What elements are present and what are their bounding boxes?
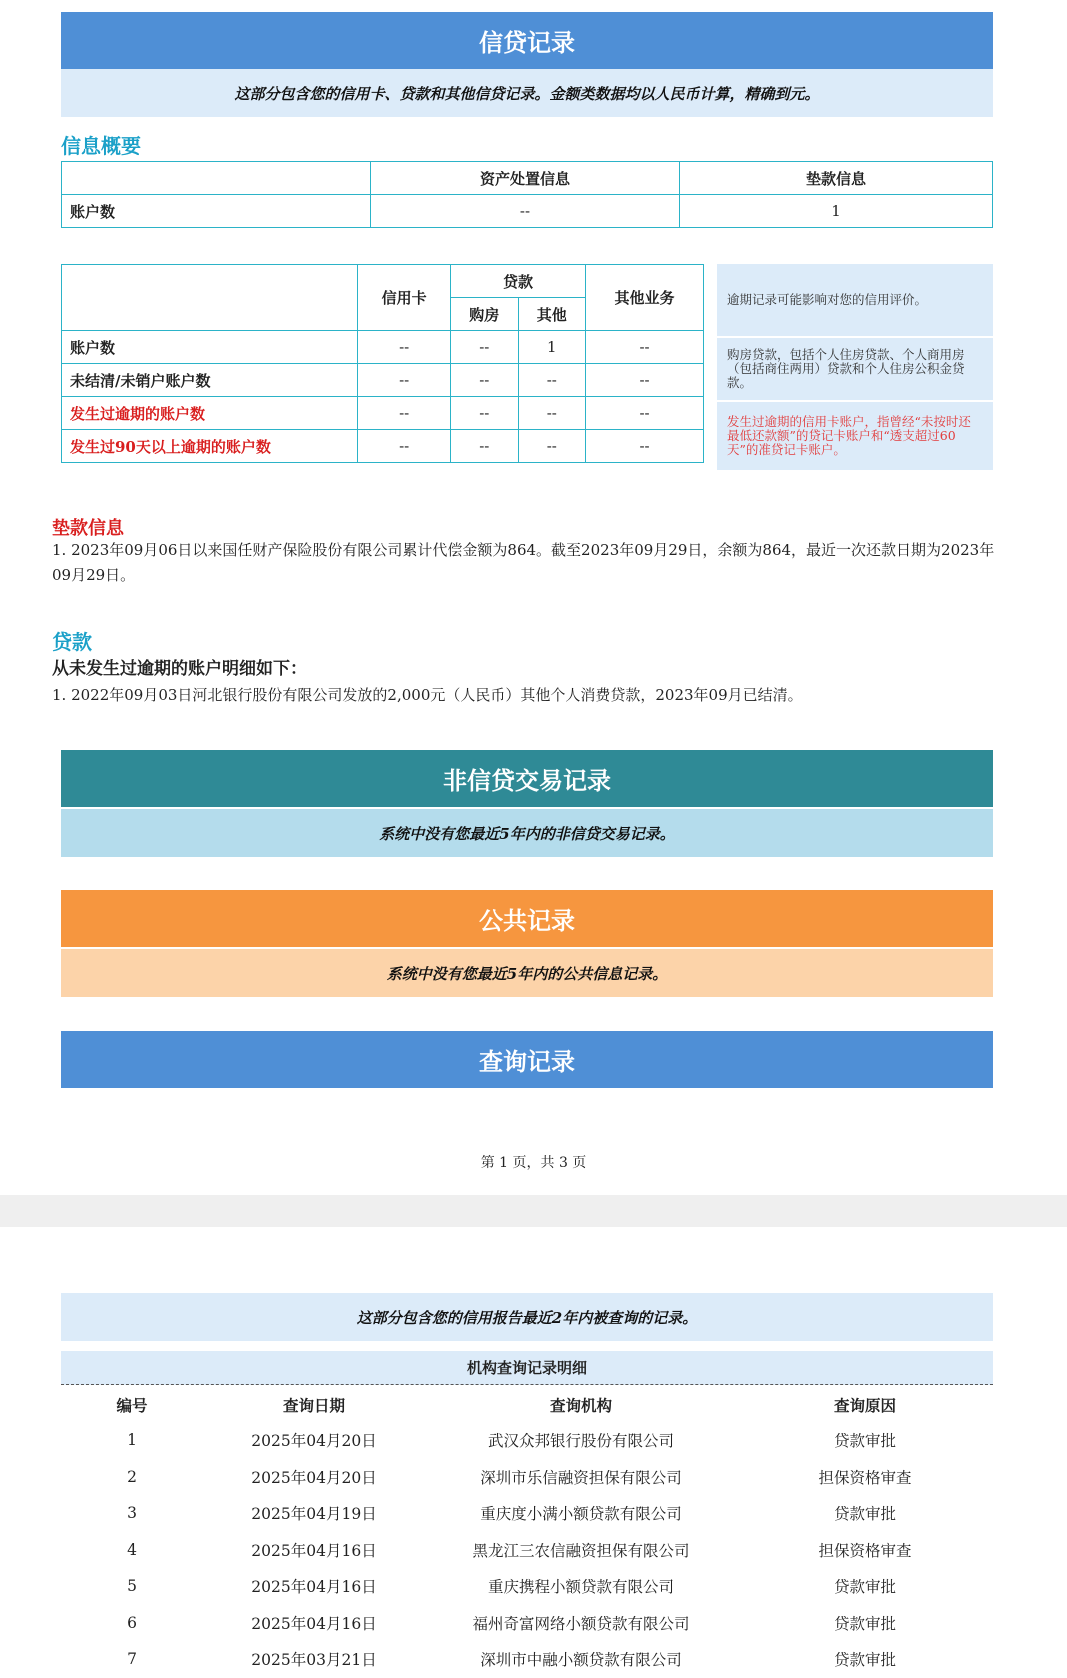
query-table-title: 机构查询记录明细 (61, 1351, 993, 1385)
table-row (61, 1532, 993, 1569)
query-org: 黑龙江三农信融资担保有限公司 (472, 1541, 690, 1560)
loan-title: 贷款 (52, 630, 92, 654)
noncredit-description: 系统中没有您最近5年内的非信贷交易记录。 (61, 809, 993, 857)
query-reason: 贷款审批 (833, 1651, 896, 1670)
query-reason: 贷款审批 (833, 1505, 896, 1524)
loan-subtitle: 从未发生过逾期的账户明细如下： (52, 659, 307, 679)
row-label: 账户数 (62, 331, 358, 364)
asset-disposal-header: 资产处置信息 (371, 162, 680, 195)
query-no: 2 (127, 1467, 137, 1486)
table-row (62, 331, 704, 364)
loan-header: 贷款 (451, 265, 586, 298)
credit-record-description: 这部分包含您的信用卡、贷款和其他信贷记录。金额类数据均以人民币计算，精确到元。 (61, 69, 993, 117)
empty-header-cell (62, 162, 371, 195)
query-reason: 贷款审批 (833, 1578, 896, 1597)
col-date-header: 查询日期 (282, 1396, 345, 1415)
table-row (61, 1422, 993, 1459)
query-date: 2025年03月21日 (251, 1651, 377, 1670)
overview-table-1 (61, 161, 993, 228)
query-date: 2025年04月16日 (251, 1578, 377, 1597)
cell-value: -- (358, 397, 451, 430)
overdue-note: 逾期记录可能影响对您的信用评价。 (717, 264, 993, 336)
cell-value: -- (358, 364, 451, 397)
query-reason: 贷款审批 (833, 1432, 896, 1451)
query-no: 5 (127, 1577, 137, 1596)
query-no: 3 (127, 1504, 137, 1523)
cell-value: -- (518, 364, 586, 397)
query-org: 福州奇富网络小额贷款有限公司 (472, 1614, 690, 1633)
query-no: 4 (127, 1540, 137, 1559)
overview-title: 信息概要 (61, 134, 141, 158)
overview-table-2 (61, 264, 704, 463)
query-org: 重庆携程小额贷款有限公司 (487, 1578, 674, 1597)
cell-value: -- (586, 331, 704, 364)
advance-header: 垫款信息 (680, 162, 993, 195)
cell-value: -- (451, 430, 519, 463)
cell-value: -- (586, 364, 704, 397)
other-business-header: 其他业务 (586, 265, 704, 331)
advance-item: 1. 2023年09月06日以来国任财产保险股份有限公司累计代偿金额为864。截至2023年09月29日，余额为864，最近一次还款日期为2023年09月29日。 (52, 541, 995, 584)
cell-value: -- (358, 430, 451, 463)
col-no-header: 编号 (116, 1396, 148, 1415)
query-org: 深圳市中融小额贷款有限公司 (480, 1651, 682, 1670)
cell-value: -- (518, 430, 586, 463)
col-org-header: 查询机构 (549, 1396, 612, 1415)
table-row (61, 1641, 993, 1678)
query-date: 2025年04月19日 (251, 1505, 377, 1524)
cell-value: -- (451, 397, 519, 430)
query-org: 重庆度小满小额贷款有限公司 (480, 1505, 682, 1524)
cell-value: -- (586, 397, 704, 430)
query-org: 深圳市乐信融资担保有限公司 (480, 1468, 682, 1487)
loan-house-header: 购房 (451, 298, 519, 331)
query-date: 2025年04月20日 (251, 1468, 377, 1487)
advance-title: 垫款信息 (52, 518, 124, 539)
cell-value: -- (358, 331, 451, 364)
query-table (61, 1388, 993, 1678)
cell-value: 1 (518, 331, 586, 364)
query-record-header: 查询记录 (61, 1031, 993, 1088)
table-row (62, 430, 704, 463)
query-description: 这部分包含您的信用报告最近2年内被查询的记录。 (61, 1293, 993, 1341)
overdue-card-note: 发生过逾期的信用卡账户，指曾经“未按时还最低还款额”的贷记卡账户和“透支超过60天”的准贷记卡账户。 (717, 402, 993, 470)
credit-record-header: 信贷记录 (61, 12, 993, 69)
query-no: 6 (127, 1613, 137, 1632)
page-separator (0, 1195, 1067, 1227)
cell-value: -- (451, 331, 519, 364)
table-row (61, 1568, 993, 1605)
empty-header-cell (62, 265, 358, 331)
query-reason: 担保资格审查 (818, 1468, 912, 1487)
cell-value: -- (586, 430, 704, 463)
house-loan-note: 购房贷款，包括个人住房贷款、个人商用房（包括商住两用）贷款和个人住房公积金贷款。 (717, 338, 993, 400)
table-row (61, 1605, 993, 1642)
credit-card-header: 信用卡 (358, 265, 451, 331)
query-no: 7 (127, 1650, 137, 1669)
query-date: 2025年04月20日 (251, 1432, 377, 1451)
query-date: 2025年04月16日 (251, 1541, 377, 1560)
public-record-description: 系统中没有您最近5年内的公共信息记录。 (61, 949, 993, 997)
query-org: 武汉众邦银行股份有限公司 (487, 1432, 674, 1451)
account-count-label: 账户数 (62, 195, 371, 228)
col-reason-header: 查询原因 (833, 1396, 896, 1415)
query-date: 2025年04月16日 (251, 1614, 377, 1633)
row-label: 发生过90天以上逾期的账户数 (62, 430, 358, 463)
noncredit-header: 非信贷交易记录 (61, 750, 993, 807)
row-label: 发生过逾期的账户数 (62, 397, 358, 430)
query-reason: 担保资格审查 (818, 1541, 912, 1560)
page-number: 第 1 页，共 3 页 (480, 1155, 587, 1171)
advance-value: 1 (680, 195, 993, 228)
query-reason: 贷款审批 (833, 1614, 896, 1633)
public-record-header: 公共记录 (61, 890, 993, 947)
table-row (62, 364, 704, 397)
table-row (62, 397, 704, 430)
loan-other-header: 其他 (518, 298, 586, 331)
row-label: 未结清/未销户账户数 (62, 364, 358, 397)
asset-disposal-value: -- (371, 195, 680, 228)
table-row (61, 1495, 993, 1532)
cell-value: -- (451, 364, 519, 397)
table-row (61, 1459, 993, 1496)
loan-item: 1. 2022年09月03日河北银行股份有限公司发放的2,000元（人民币）其他个人消费贷款，2023年09月已结清。 (52, 686, 803, 704)
cell-value: -- (518, 397, 586, 430)
query-no: 1 (127, 1431, 137, 1450)
